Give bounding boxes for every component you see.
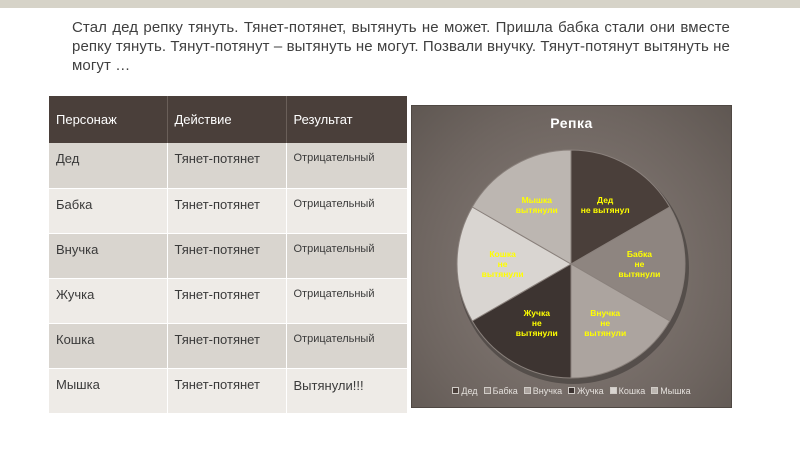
legend-swatch <box>651 387 658 394</box>
pie-data-label: Бабка не вытянули <box>618 249 661 279</box>
chart-title: Репка <box>550 115 593 131</box>
pie-data-label: Кошка не вытянули <box>481 249 524 279</box>
cell-result: Отрицательный <box>286 143 407 188</box>
cell-character: Жучка <box>49 278 167 323</box>
legend-label: Кошка <box>618 386 646 396</box>
header-character: Персонаж <box>49 96 167 143</box>
top-accent-bar <box>0 0 800 8</box>
pie-data-label: Мышка вытянули <box>515 194 558 215</box>
pie-chart-panel <box>411 105 732 408</box>
table-row <box>49 278 407 323</box>
pie-data-label: Внучка не вытянули <box>584 308 627 339</box>
cell-result: Отрицательный <box>286 323 407 368</box>
chart-legend <box>412 386 731 396</box>
pie-data-label: Дед не вытянул <box>580 194 630 215</box>
pie-chart <box>412 106 731 407</box>
cell-character: Бабка <box>49 188 167 233</box>
legend-label: Внучка <box>532 386 563 396</box>
cell-action: Тянет-потянет <box>167 188 286 233</box>
table-row <box>49 143 407 188</box>
legend-label: Жучка <box>577 386 604 396</box>
legend-swatch <box>568 387 575 394</box>
cell-action: Тянет-потянет <box>167 143 286 188</box>
legend-label: Бабка <box>492 386 518 396</box>
legend-item <box>484 386 518 396</box>
intro-paragraph: Стал дед репку тянуть. Тянет-потянет, вытянуть не может. Пришла бабка стали они вместе репку тянуть. Тянут-потянут – вытянуть не могут. Позвали внучку. Тянут-потянут вытянуть не могут … <box>72 19 730 74</box>
cell-action: Тянет-потянет <box>167 233 286 278</box>
cell-character: Мышка <box>49 368 167 413</box>
cell-action: Тянет-потянет <box>167 323 286 368</box>
table-row <box>49 323 407 368</box>
characters-table <box>49 96 408 414</box>
cell-action: Тянет-потянет <box>167 278 286 323</box>
legend-item <box>568 386 604 396</box>
cell-character: Внучка <box>49 233 167 278</box>
legend-label: Дед <box>461 386 478 396</box>
table-row <box>49 233 407 278</box>
cell-character: Кошка <box>49 323 167 368</box>
header-result: Результат <box>286 96 407 143</box>
legend-item <box>452 386 477 396</box>
pie-data-label: Жучка не вытянули <box>515 308 558 339</box>
table-header-row <box>49 96 407 143</box>
legend-item <box>524 386 562 396</box>
cell-character: Дед <box>49 143 167 188</box>
legend-item <box>651 386 690 396</box>
cell-result: Вытянули!!! <box>286 368 407 413</box>
cell-result: Отрицательный <box>286 278 407 323</box>
legend-label: Мышка <box>660 386 691 396</box>
table-row <box>49 368 407 413</box>
cell-action: Тянет-потянет <box>167 368 286 413</box>
cell-result: Отрицательный <box>286 188 407 233</box>
header-action: Действие <box>167 96 286 143</box>
legend-swatch <box>610 387 617 394</box>
legend-item <box>610 386 646 396</box>
legend-swatch <box>484 387 491 394</box>
table-row <box>49 188 407 233</box>
legend-swatch <box>452 387 459 394</box>
legend-swatch <box>524 387 531 394</box>
cell-result: Отрицательный <box>286 233 407 278</box>
